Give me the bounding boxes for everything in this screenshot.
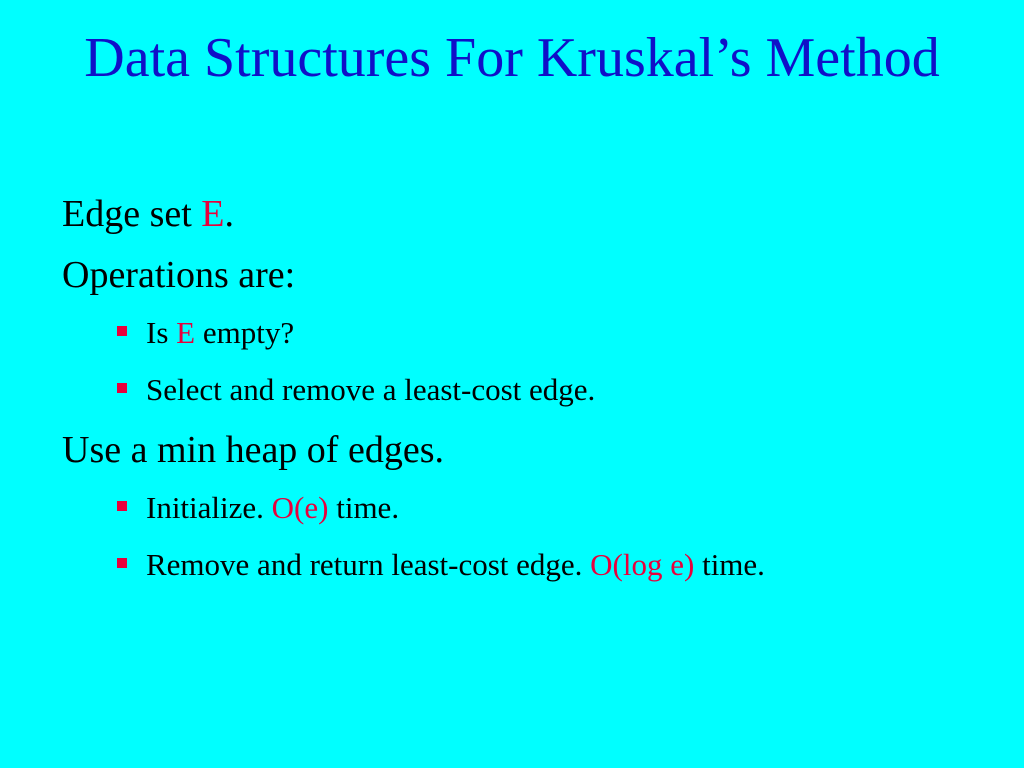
- edge-set-prefix: Edge set: [62, 193, 202, 235]
- bullet-initialize: [116, 487, 1002, 529]
- bullet-remove-return-complexity: O(log e): [590, 547, 695, 582]
- bullet-select-remove: [116, 369, 1002, 411]
- bullet-remove-return-suffix: time.: [694, 547, 765, 582]
- min-heap-heading: Use a min heap of edges.: [62, 429, 444, 471]
- square-bullet-icon: [117, 558, 127, 568]
- operations-heading: Operations are:: [62, 254, 296, 296]
- bullet-is-e-empty-variable: E: [176, 315, 196, 350]
- edge-set-variable: E: [201, 193, 225, 235]
- edge-set-line: [62, 190, 1002, 238]
- bullet-remove-return-prefix: Remove and return least-cost edge.: [146, 547, 591, 582]
- bullet-initialize-suffix: time.: [328, 490, 400, 525]
- bullet-is-e-empty: [116, 312, 1002, 354]
- square-bullet-icon: [117, 501, 127, 511]
- bullet-is-e-empty-suffix: empty?: [195, 315, 295, 350]
- slide-content: [62, 190, 1002, 601]
- bullet-select-remove-text: Select and remove a least-cost edge.: [146, 372, 596, 407]
- square-bullet-icon: [117, 326, 127, 336]
- bullet-initialize-prefix: Initialize.: [146, 490, 272, 525]
- slide-title: Data Structures For Kruskal’s Method: [84, 27, 940, 89]
- edge-set-suffix: .: [224, 193, 235, 235]
- bullet-initialize-complexity: O(e): [271, 490, 329, 525]
- square-bullet-icon: [117, 383, 127, 393]
- bullet-is-e-empty-prefix: Is: [146, 315, 177, 350]
- bullet-remove-return: [116, 544, 1002, 586]
